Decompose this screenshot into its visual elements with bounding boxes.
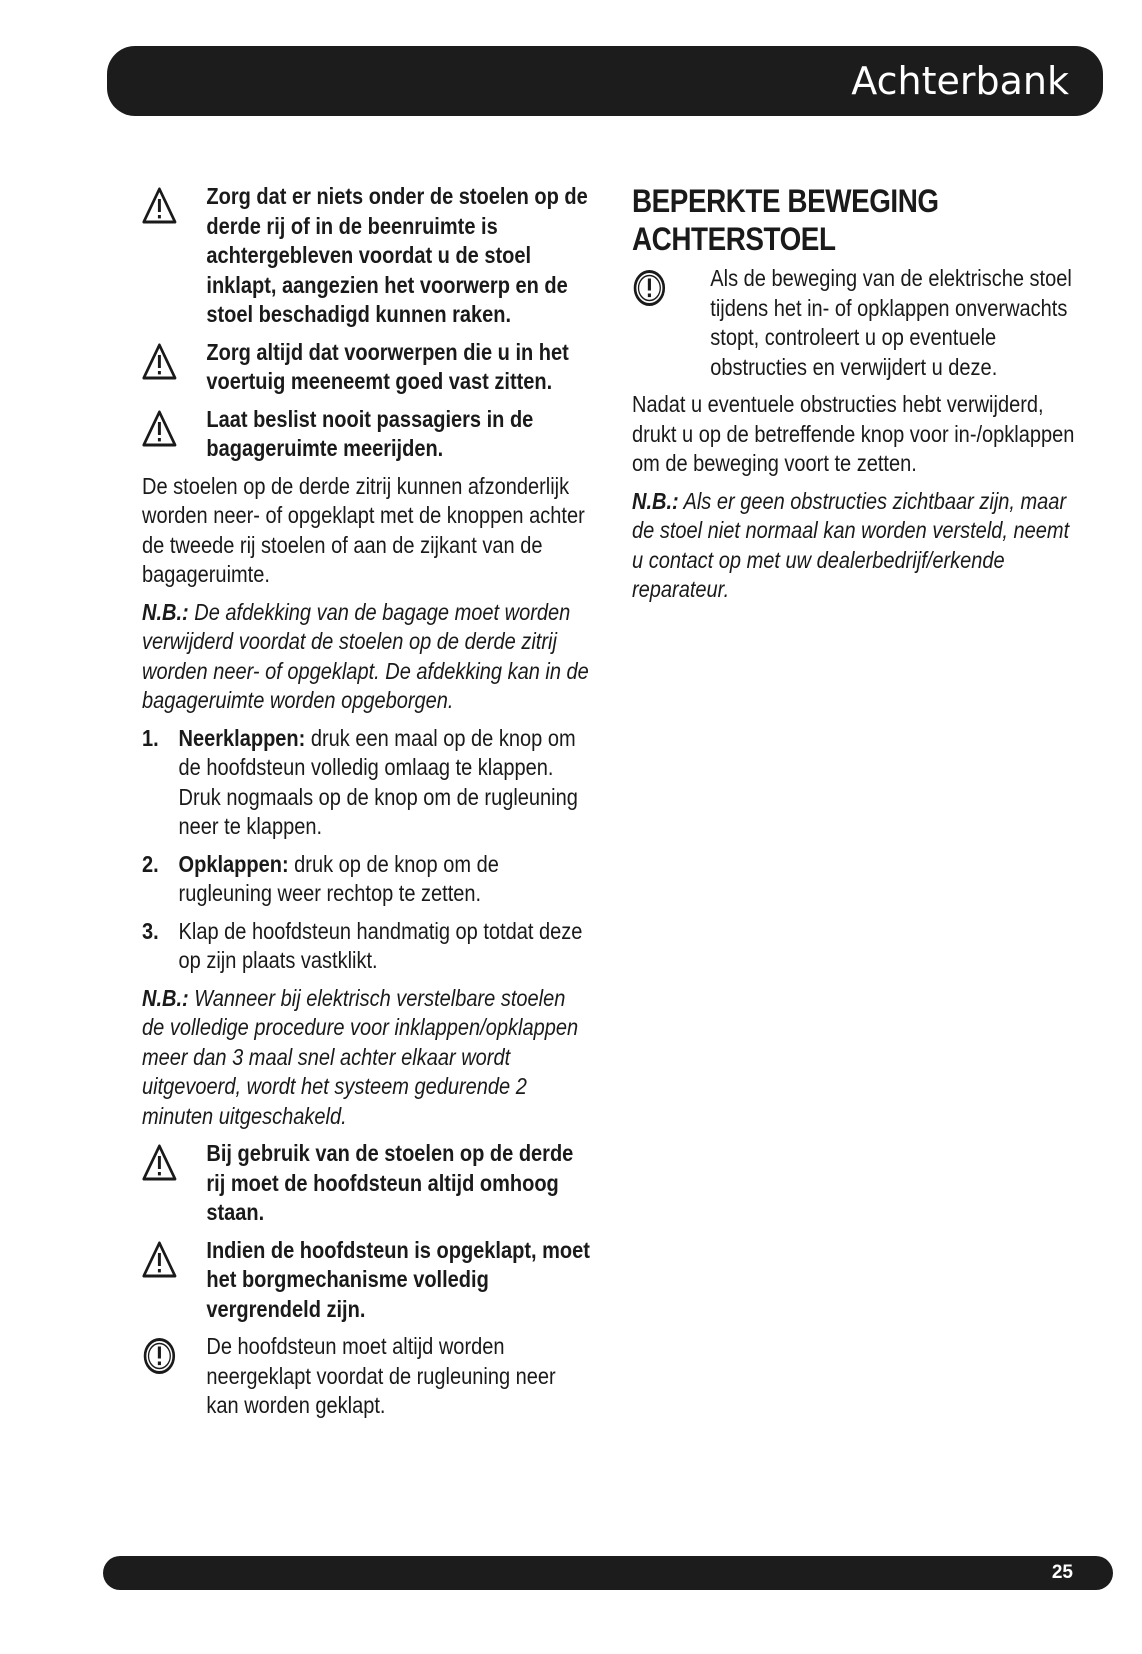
nb-text: Als er geen obstructies zichtbaar zijn, maar de stoel niet normaal kan worden versteld, neemt u contact op met uw dealerbedrijf/erkende reparateur.: [632, 487, 1070, 602]
warning-text: Indien de hoofdsteun is opgeklapt, moet het borgmechanisme volledig vergrendeld zijn.: [206, 1236, 590, 1322]
nb-text: De afdekking van de bagage moet worden verwijderd voordat de stoelen op de derde zitrij worden neer- of opgeklapt. De afdekking kan in de bagageruimte worden opgeborgen.: [142, 598, 589, 713]
nb-note: [142, 598, 590, 716]
page-title: Achterbank: [851, 59, 1069, 103]
nb-note: [632, 487, 1083, 605]
caution-circle-icon: [632, 268, 667, 308]
warning-note: [142, 182, 590, 330]
caution-text: Als de beweging van de elektrische stoel tijdens het in- of opklappen onverwachts stopt, controleert u op eventuele obstructies en verwijdert u deze.: [710, 265, 1072, 380]
left-column: [142, 182, 590, 1429]
step-title: Neerklappen:: [178, 724, 306, 751]
nb-label: N.B.:: [632, 487, 679, 514]
nb-label: N.B.:: [142, 984, 189, 1011]
caution-circle-icon: [142, 1336, 177, 1376]
section-heading: BEPERKTE BEWEGING ACHTERSTOEL: [632, 183, 939, 257]
step-title: Opklappen:: [178, 850, 289, 877]
nb-text: Wanneer bij elektrisch verstelbare stoelen de volledige procedure voor inklappen/opklappen meer dan 3 maal snel achter elkaar wordt uitgevoerd, wordt het systeem gedurende 2 minuten uitgeschakeld.: [142, 984, 579, 1129]
warning-text: Zorg altijd dat voorwerpen die u in het voertuig meeneemt goed vast zitten.: [206, 338, 569, 394]
right-column: [632, 182, 1082, 613]
warning-note: [142, 1139, 590, 1228]
caution-note: [142, 1332, 590, 1421]
step-number: 1.: [142, 724, 159, 751]
step-number: 2.: [142, 850, 159, 877]
intro-paragraph: De stoelen op de derde zitrij kunnen afzonderlijk worden neer- of opgeklapt met de knoppen achter de tweede rij stoelen of aan de zijkant van de bagageruimte.: [142, 472, 585, 587]
step-item: [142, 917, 590, 976]
step-text: Klap de hoofdsteun handmatig op totdat deze op zijn plaats vastklikt.: [178, 917, 583, 973]
warning-note: [142, 338, 590, 397]
page-number: 25: [1051, 1562, 1073, 1583]
body-paragraph: Nadat u eventuele obstructies hebt verwijderd, drukt u op de betreffende knop voor in-/opklappen om de beweging voort te zetten.: [632, 391, 1075, 476]
step-item: [142, 724, 590, 842]
nb-label: N.B.:: [142, 598, 189, 625]
nb-note: [142, 984, 590, 1132]
step-number: 3.: [142, 917, 159, 944]
warning-triangle-icon: [142, 1143, 177, 1183]
warning-triangle-icon: [142, 342, 177, 382]
warning-text: Bij gebruik van de stoelen op de derde rij moet de hoofdsteun altijd omhoog staan.: [206, 1140, 574, 1225]
header-bar: [107, 46, 1103, 116]
footer-bar: [103, 1556, 1113, 1590]
caution-text: De hoofdsteun moet altijd worden neergeklapt voordat de rugleuning neer kan worden geklapt.: [206, 1333, 556, 1418]
warning-text: Laat beslist nooit passagiers in de bagageruimte meerijden.: [206, 405, 534, 461]
warning-note: [142, 405, 590, 464]
step-text: druk op de knop om de rugleuning weer rechtop te zetten.: [178, 850, 499, 906]
warning-triangle-icon: [142, 409, 177, 449]
warning-text: Zorg dat er niets onder de stoelen op de derde rij of in de beenruimte is achtergebleven voordat u de stoel inklapt, aangezien het voorwerp en de stoel beschadigd kunnen raken.: [206, 183, 588, 327]
warning-note: [142, 1236, 590, 1325]
step-text: druk een maal op de knop om de hoofdsteun volledig omlaag te klappen. Druk nogmaals op de knop om de rugleuning neer te klappen.: [178, 724, 578, 839]
warning-triangle-icon: [142, 1240, 177, 1280]
warning-triangle-icon: [142, 186, 177, 226]
step-item: [142, 850, 590, 909]
caution-note: [632, 264, 1083, 382]
